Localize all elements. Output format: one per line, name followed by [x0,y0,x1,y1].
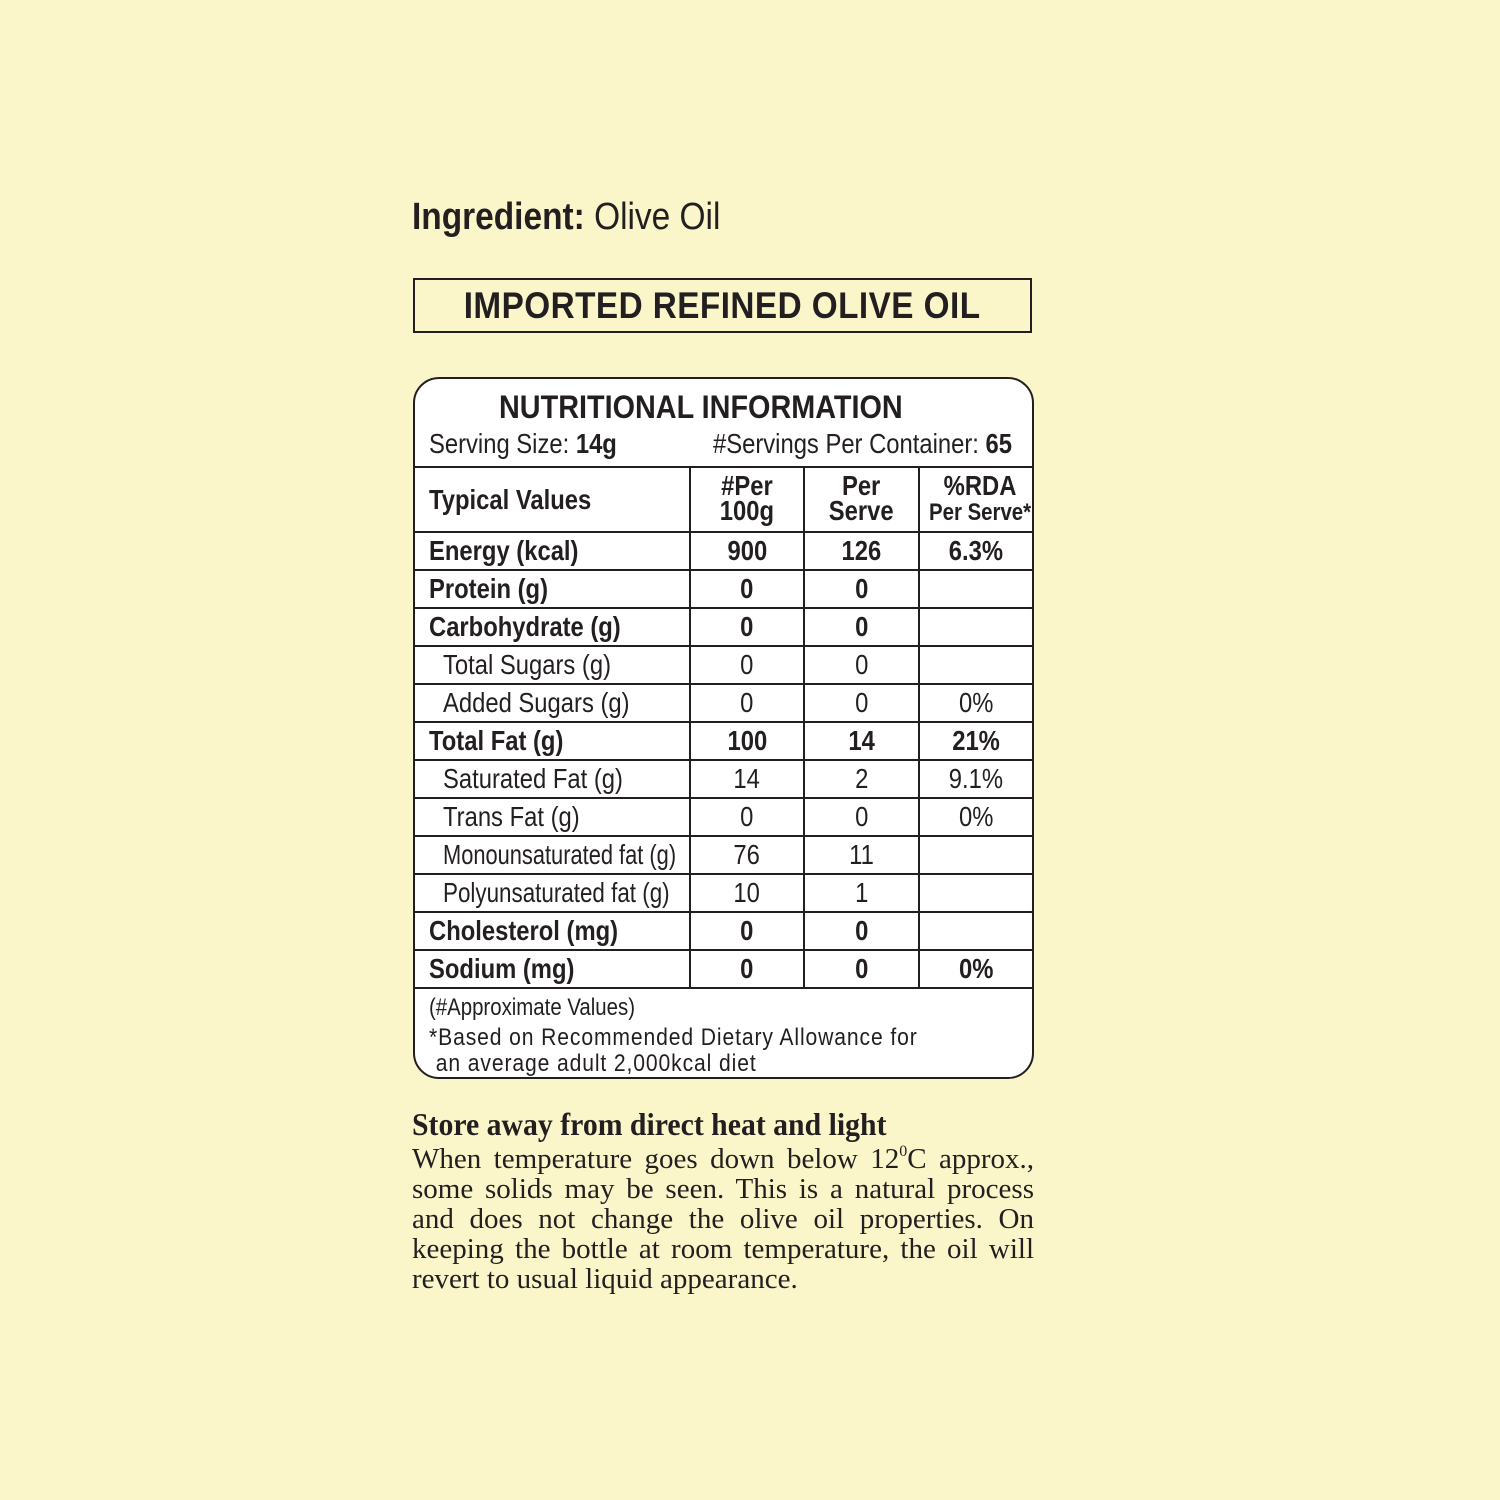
header-per-serve: Per Serve [804,468,919,532]
degree-superscript: 0 [899,1143,908,1160]
storage-section [412,1104,1034,1294]
table-row: Total Sugars (g) 0 0 [415,646,1032,684]
table-row: Total Fat (g) 100 14 21% [415,722,1032,760]
nutrition-title: NUTRITIONAL INFORMATION [499,389,903,425]
table-row: Protein (g) 0 0 [415,570,1032,608]
table-row: Carbohydrate (g) 0 0 [415,608,1032,646]
product-name: IMPORTED REFINED OLIVE OIL [464,284,981,326]
nutrition-table [415,468,1032,989]
ingredient-value: Olive Oil [594,196,721,238]
header-per-100g: #Per 100g [690,468,804,532]
footnote-approx: (#Approximate Values) [429,994,635,1021]
table-row: Saturated Fat (g) 14 2 9.1% [415,760,1032,798]
serving-size-label: Serving Size: [429,428,576,459]
header-rda: %RDA Per Serve* [919,468,1032,532]
table-row: Cholesterol (mg) 0 0 [415,912,1032,950]
servings-value: 65 [985,428,1013,459]
table-row: Monounsaturated fat (g) 76 11 [415,836,1032,874]
serving-size-value: 14g [575,428,617,459]
header-typical-values: Typical Values [415,468,690,532]
footnote-rda-line1: *Based on Recommended Dietary Allowance for [429,1024,918,1051]
footnote-rda [429,1025,947,1077]
ingredient-line [412,193,720,241]
serving-size [429,427,617,461]
nutrition-panel [413,377,1034,1079]
table-header-row [415,468,1032,532]
table-row: Added Sugars (g) 0 0 0% [415,684,1032,722]
table-row: Energy (kcal) 900 126 6.3% [415,532,1032,570]
servings-label: #Servings Per Container: [713,428,986,459]
footnote-rda-line2: an average adult 2,000kcal diet [429,1050,757,1077]
product-name-box [413,278,1032,333]
storage-heading: Store away from direct heat and light [412,1106,887,1142]
ingredient-label: Ingredient: [412,196,585,238]
table-row: Trans Fat (g) 0 0 0% [415,798,1032,836]
table-row: Polyunsaturated fat (g) 10 1 [415,874,1032,912]
table-row: Sodium (mg) 0 0 0% [415,950,1032,988]
storage-text: When temperature goes down below $12^0C$ approx., some solids may be seen. This is a natural process and does not change the olive oil properties. On keeping the bottle at room temperature, the oil will revert to usual liquid appearance. [412,1143,1034,1295]
nutrition-header [415,379,1032,468]
nutrition-footnotes [415,989,1032,1079]
servings-per-container [713,427,1012,461]
